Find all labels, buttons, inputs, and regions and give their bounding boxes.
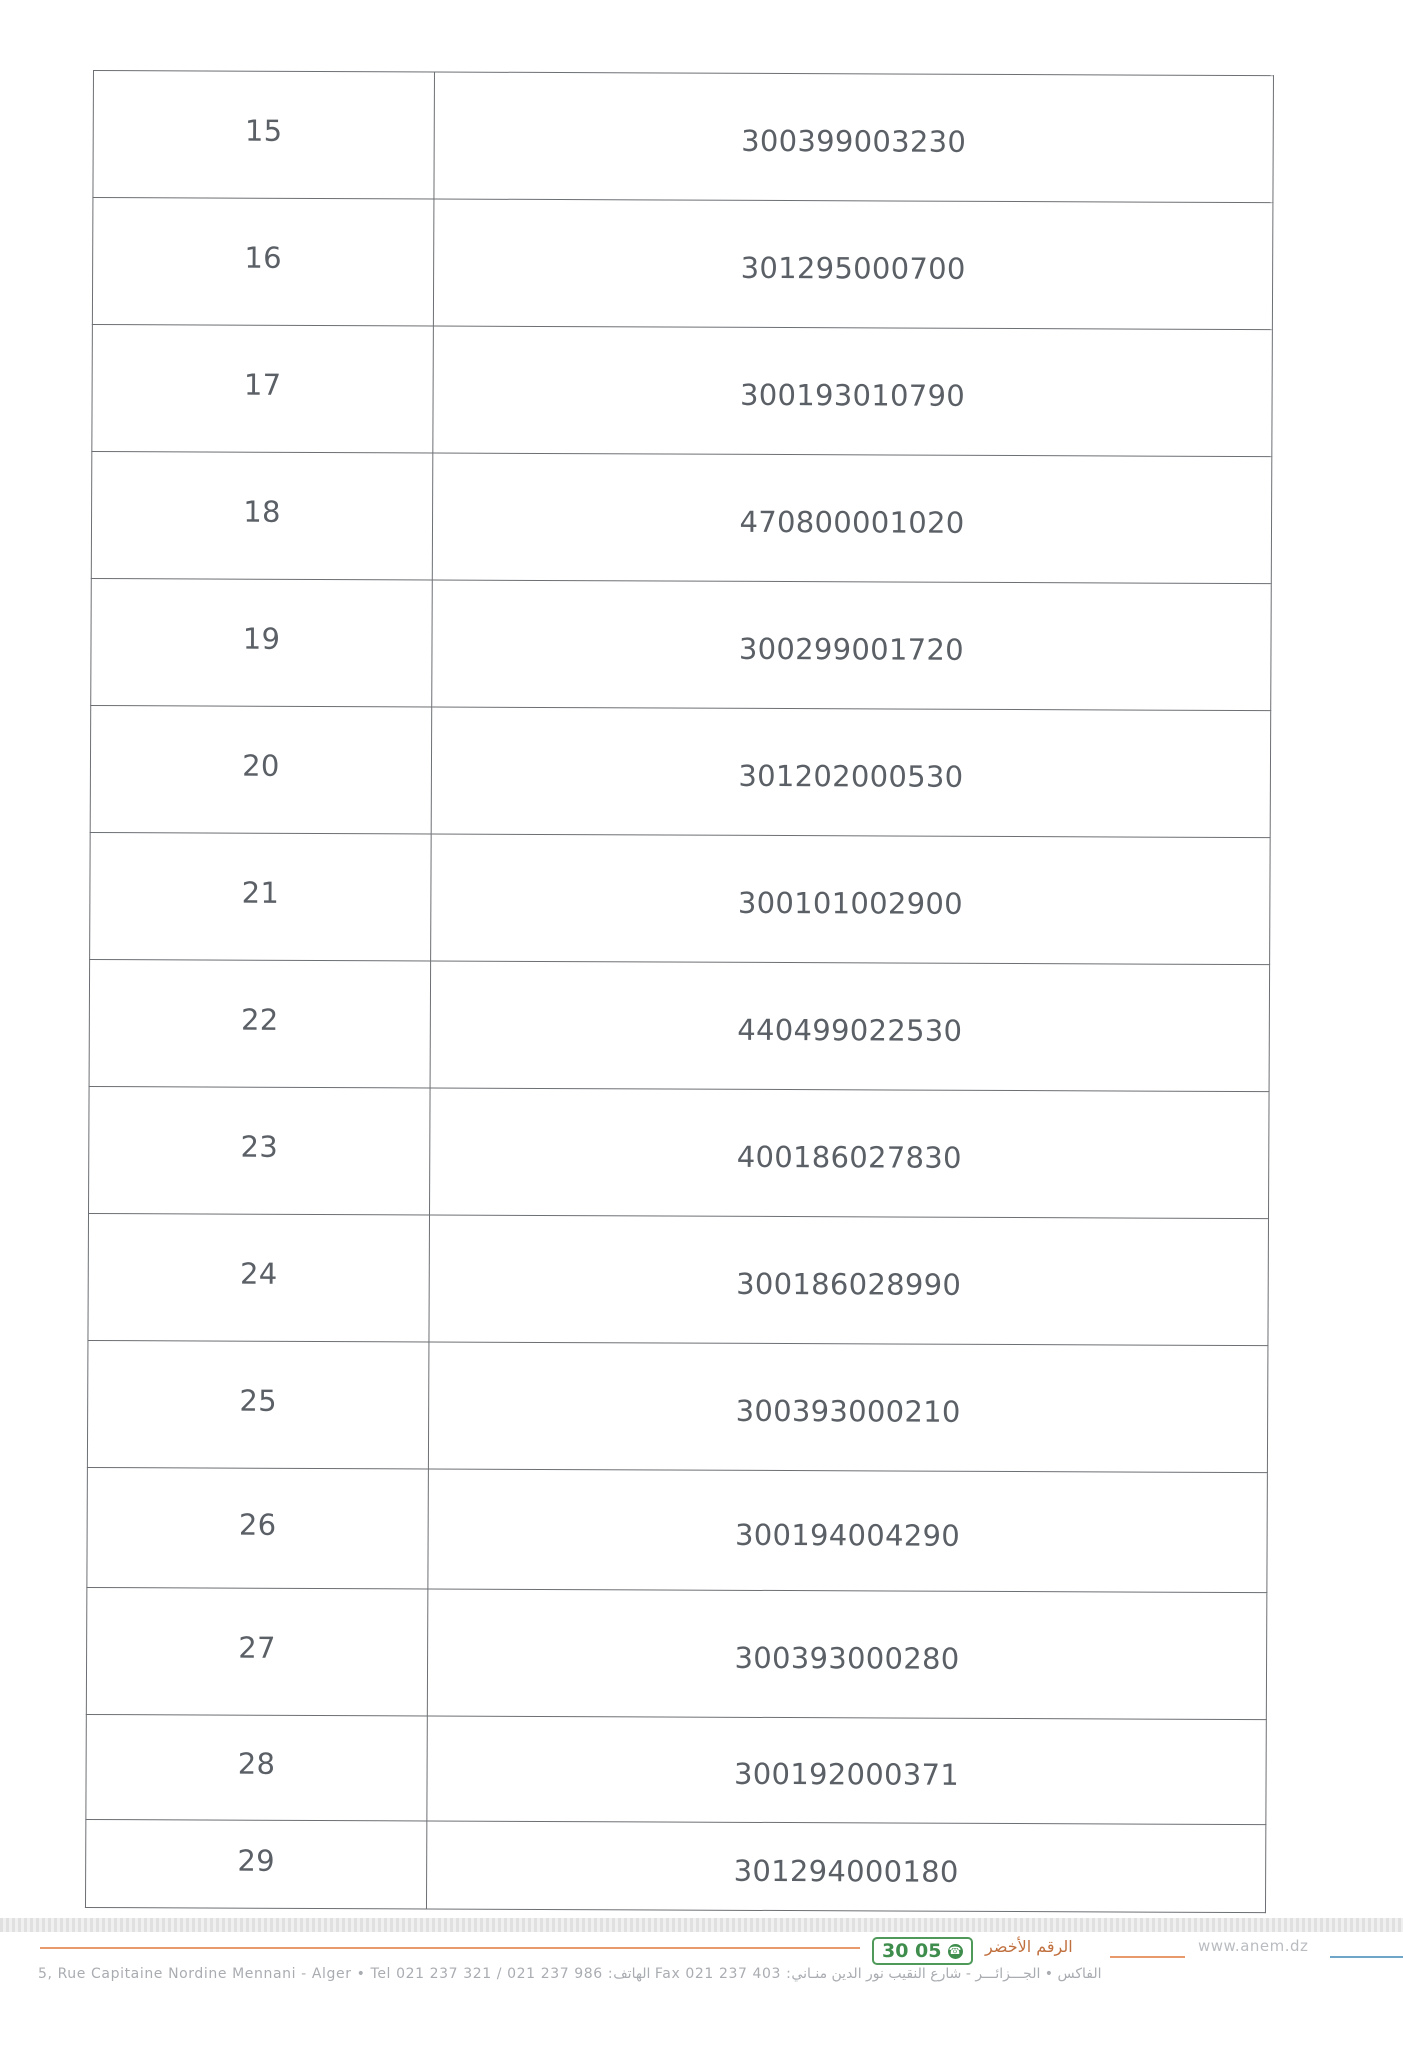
row-code-cell <box>433 199 1273 330</box>
row-number-cell <box>89 959 431 1087</box>
table-row <box>91 451 1272 583</box>
row-number-cell <box>91 578 433 706</box>
row-number-cell <box>92 324 434 452</box>
table-row <box>87 1340 1268 1472</box>
row-code-cell <box>432 453 1272 584</box>
row-code-cell <box>431 834 1271 965</box>
phone-icon: ☎ <box>948 1945 962 1957</box>
row-code: 300192000371 <box>733 1757 960 1793</box>
footer-orange-rule <box>40 1947 860 1949</box>
row-code-cell <box>432 580 1272 711</box>
row-code: 440499022530 <box>737 1012 963 1048</box>
row-code: 301295000700 <box>740 250 966 286</box>
row-number: 28 <box>237 1746 276 1782</box>
row-number: 17 <box>243 367 282 402</box>
row-code: 400186027830 <box>736 1139 962 1175</box>
row-number-cell <box>87 1467 429 1589</box>
row-code-cell <box>429 1215 1269 1346</box>
table-row <box>88 1213 1269 1345</box>
row-code-cell <box>428 1469 1268 1593</box>
row-number-cell <box>91 451 433 579</box>
row-code-cell <box>434 72 1274 203</box>
row-code: 300101002900 <box>737 885 963 921</box>
footer-address: 5, Rue Capitaine Nordine Mennani - Alger • Tel 021 237 321 / 021 237 986 :الهاتف Fax 021 237 403 :الفاكس • الجـــزائـــر - شارع النقيب نور الدين منـاني <box>38 1966 1102 1982</box>
row-code: 300299001720 <box>738 631 965 667</box>
row-number-cell <box>89 1086 431 1214</box>
footer-orange-rule-short <box>1110 1956 1185 1958</box>
row-number-cell <box>85 1820 426 1909</box>
row-number: 22 <box>241 1002 279 1037</box>
table-row <box>92 324 1273 456</box>
row-number: 24 <box>239 1256 278 1291</box>
row-code-cell <box>430 961 1270 1092</box>
row-number: 15 <box>244 113 283 148</box>
row-code-cell <box>431 707 1271 838</box>
row-number-cell <box>87 1340 429 1468</box>
row-number-cell <box>90 832 432 960</box>
row-number-cell <box>86 1715 427 1821</box>
row-code: 301202000530 <box>738 758 964 794</box>
row-code: 300399003230 <box>741 123 967 159</box>
row-number: 29 <box>237 1843 276 1878</box>
table-row <box>90 705 1271 837</box>
row-number: 25 <box>239 1383 278 1418</box>
records-table-body <box>85 71 1273 1913</box>
row-number: 23 <box>240 1129 279 1164</box>
row-code: 300193010790 <box>739 377 966 413</box>
row-code-cell <box>430 1088 1270 1219</box>
table-row <box>87 1467 1268 1593</box>
table-row <box>90 832 1271 964</box>
row-code: 300393000210 <box>735 1393 961 1429</box>
table-row <box>93 71 1274 203</box>
records-table-wrapper <box>85 70 1267 1913</box>
green-number-value: 30 05 <box>882 1940 942 1962</box>
footer-blue-rule <box>1330 1956 1403 1958</box>
row-number: 26 <box>238 1507 277 1542</box>
table-row <box>89 959 1270 1091</box>
row-code: 300393000280 <box>734 1641 960 1677</box>
table-row <box>92 198 1273 330</box>
row-code-cell <box>427 1716 1266 1824</box>
green-number-badge <box>872 1937 973 1965</box>
row-code: 300194004290 <box>735 1517 961 1553</box>
row-number: 19 <box>242 621 281 656</box>
table-row <box>91 578 1272 710</box>
green-number-label: الرقم الأخضر <box>985 1937 1073 1956</box>
row-number-cell <box>93 71 435 199</box>
table-row <box>86 1588 1267 1720</box>
row-code-cell <box>433 326 1273 457</box>
row-code-cell <box>427 1589 1267 1720</box>
website-link[interactable]: www.anem.dz <box>1198 1937 1309 1955</box>
row-number-cell <box>86 1588 428 1716</box>
row-number-cell <box>92 198 434 326</box>
row-code: 470800001020 <box>739 504 965 540</box>
row-code-cell <box>426 1821 1265 1912</box>
table-row <box>85 1820 1265 1913</box>
row-number: 21 <box>241 875 280 910</box>
row-code: 301294000180 <box>733 1853 959 1889</box>
records-table <box>85 70 1274 1913</box>
row-number: 16 <box>244 240 283 275</box>
row-code-cell <box>428 1342 1268 1473</box>
table-row <box>89 1086 1270 1218</box>
row-number: 20 <box>242 748 280 783</box>
row-number-cell <box>88 1213 430 1341</box>
row-number: 18 <box>243 494 281 529</box>
table-row <box>86 1715 1266 1825</box>
footer-scan-band <box>0 1918 1403 1932</box>
row-number: 27 <box>238 1631 276 1666</box>
row-number-cell <box>90 705 432 833</box>
row-code: 300186028990 <box>736 1266 962 1302</box>
